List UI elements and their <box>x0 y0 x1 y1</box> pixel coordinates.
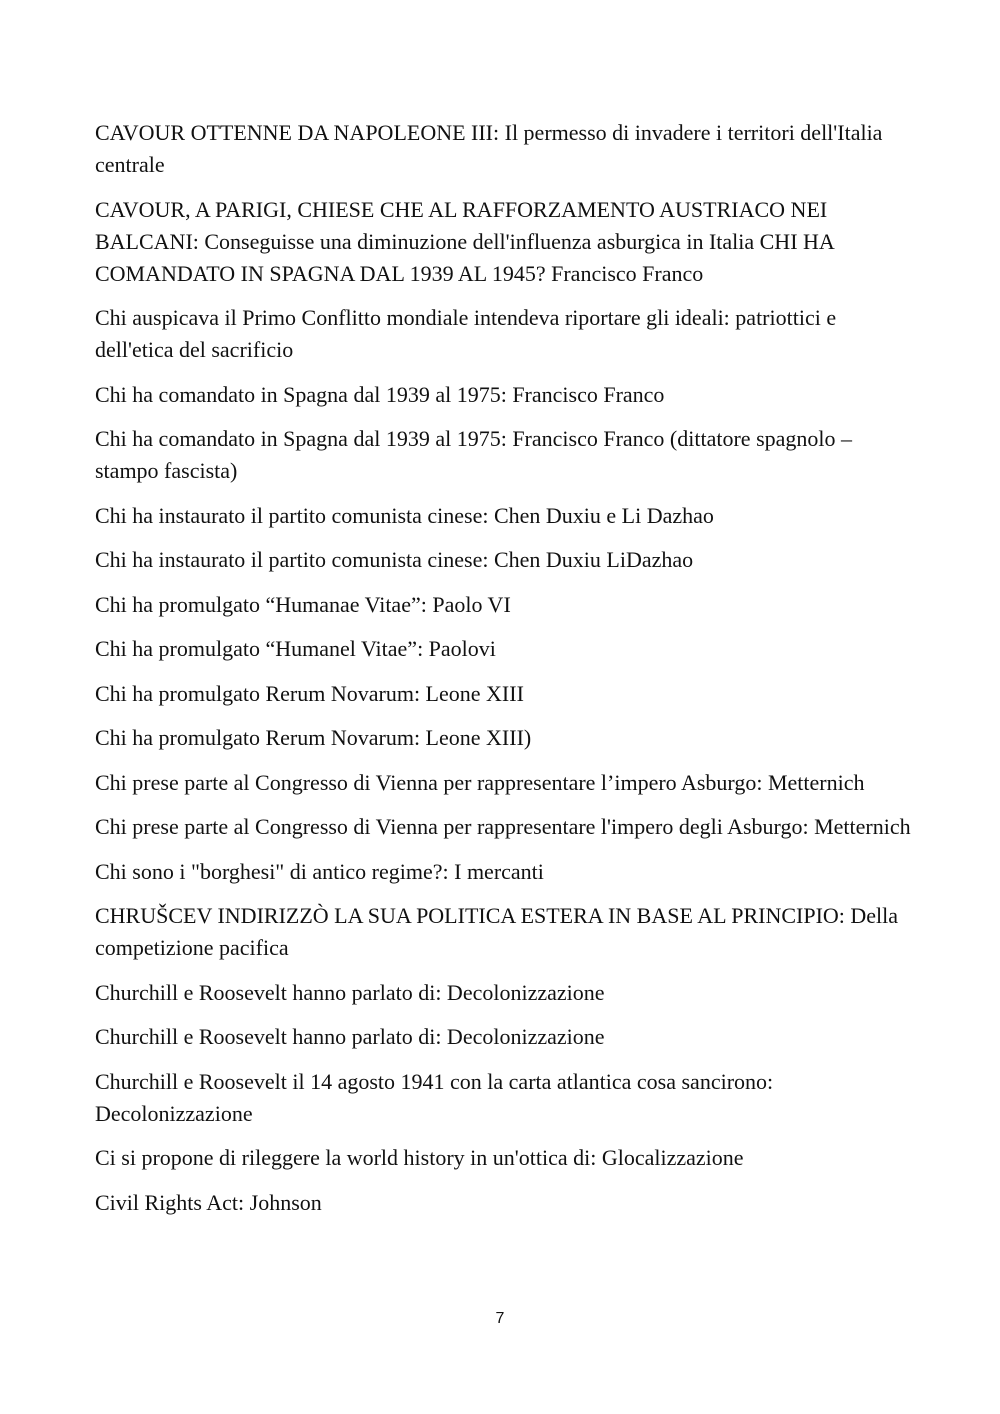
qa-entry-1: CAVOUR OTTENNE DA NAPOLEONE III: Il permesso di invadere i territori dell'Italia centrale <box>95 120 883 177</box>
qa-entry-20: Civil Rights Act: Johnson <box>95 1189 322 1215</box>
page-number: 7 <box>495 1310 505 1327</box>
qa-entry-19: Ci si propone di rileggere la world history in un'ottica di: Glocalizzazione <box>95 1145 744 1170</box>
qa-entry-15: CHRUŠCEV INDIRIZZÒ LA SUA POLITICA ESTERA IN BASE AL PRINCIPIO: Della competizione pacifica <box>95 903 899 960</box>
qa-entry-7: Chi ha instaurato il partito comunista cinese: Chen Duxiu LiDazhao <box>95 547 694 572</box>
qa-entry-17: Churchill e Roosevelt hanno parlato di: Decolonizzazione <box>95 1024 605 1049</box>
qa-entry-4: Chi ha comandato in Spagna dal 1939 al 1975: Francisco Franco <box>95 381 665 407</box>
qa-entry-5: Chi ha comandato in Spagna dal 1939 al 1975: Francisco Franco (dittatore spagnolo – stampo fascista) <box>95 426 853 483</box>
qa-entry-8: Chi ha promulgato “Humanae Vitae”: Paolo VI <box>95 591 511 617</box>
qa-entry-13: Chi prese parte al Congresso di Vienna per rappresentare l'impero degli Asburgo: Metternich <box>95 814 911 839</box>
qa-entry-16: Churchill e Roosevelt hanno parlato di: Decolonizzazione <box>95 979 605 1005</box>
document-page-body <box>95 117 915 1231</box>
qa-entry-12: Chi prese parte al Congresso di Vienna per rappresentare l’impero Asburgo: Metternich <box>95 769 865 795</box>
qa-entry-14: Chi sono i "borghesi" di antico regime?: I mercanti <box>95 858 544 884</box>
qa-entry-11: Chi ha promulgato Rerum Novarum: Leone XIII) <box>95 725 532 750</box>
qa-entry-2: CAVOUR, A PARIGI, CHIESE CHE AL RAFFORZAMENTO AUSTRIACO NEI BALCANI: Conseguisse una diminuzione dell'influenza asburgica in Italia CHI HA COMANDATO IN SPAGNA DAL 1939 AL 1945? Francisco Franco <box>95 196 834 286</box>
qa-entry-3: Chi auspicava il Primo Conflitto mondiale intendeva riportare gli ideali: patriottici e dell'etica del sacrificio <box>95 305 837 362</box>
qa-entry-18: Churchill e Roosevelt il 14 agosto 1941 con la carta atlantica cosa sancirono: Decolonizzazione <box>95 1068 774 1126</box>
qa-entry-10: Chi ha promulgato Rerum Novarum: Leone XIII <box>95 680 524 706</box>
qa-entry-6: Chi ha instaurato il partito comunista cinese: Chen Duxiu e Li Dazhao <box>95 502 714 528</box>
qa-entry-9: Chi ha promulgato “Humanel Vitae”: Paolovi <box>95 636 496 661</box>
